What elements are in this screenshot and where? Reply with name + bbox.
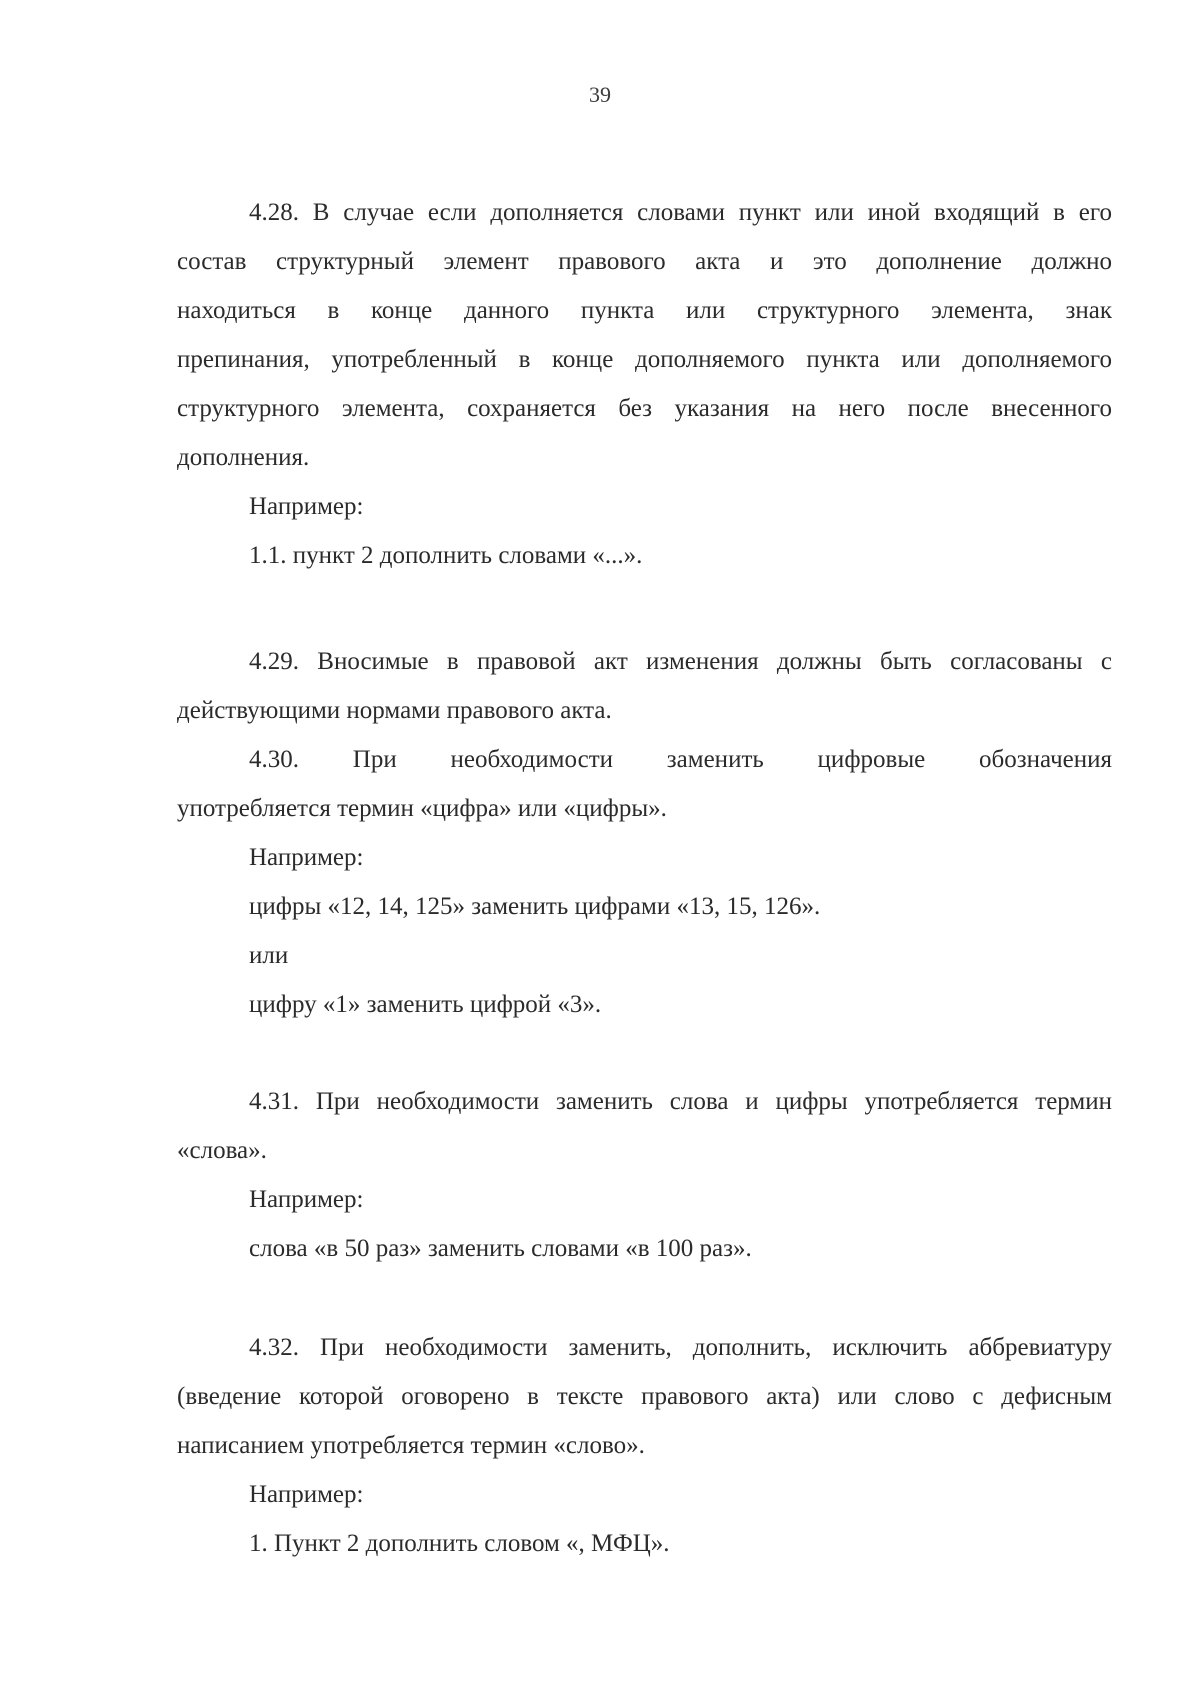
example-label: Например:	[249, 493, 364, 520]
paragraph-line: 4.28. В случае если дополняется словами пункт или иной входящий в его	[249, 199, 1112, 226]
paragraph-line: структурного элемента, сохраняется без указания на него после внесенного	[177, 395, 1112, 422]
paragraph-line: употребляется термин «цифра» или «цифры».	[177, 795, 667, 822]
section-4-29	[177, 637, 1112, 1029]
example-label: Например:	[249, 1481, 364, 1508]
section-4-31	[177, 1077, 1112, 1273]
example-text: 1.1. пункт 2 дополнить словами «...».	[249, 542, 643, 569]
paragraph-line: находиться в конце данного пункта или структурного элемента, знак	[177, 297, 1112, 324]
paragraph-line: (введение которой оговорено в тексте правового акта) или слово с дефисным	[177, 1383, 1112, 1410]
section-4-32	[177, 1323, 1112, 1568]
paragraph-line: 4.32. При необходимости заменить, дополнить, исключить аббревиатуру	[249, 1334, 1112, 1361]
section-4-28	[177, 188, 1112, 580]
paragraph-line: 4.29. Вносимые в правовой акт изменения должны быть согласованы с	[249, 648, 1112, 675]
paragraph-line: 4.31. При необходимости заменить слова и цифры употребляется термин	[249, 1088, 1112, 1115]
example-or: или	[249, 942, 289, 969]
page-number: 39	[589, 82, 611, 107]
paragraph-line: написанием употребляется термин «слово».	[177, 1432, 645, 1459]
paragraph-line: препинания, употребленный в конце дополняемого пункта или дополняемого	[177, 346, 1112, 373]
paragraph-line: «слова».	[177, 1137, 267, 1164]
paragraph-line: состав структурный элемент правового акта и это дополнение должно	[177, 248, 1112, 275]
paragraph-line: 4.30. При необходимости заменить цифровые обозначения	[249, 746, 1112, 773]
example-label: Например:	[249, 844, 364, 871]
example-text: 1. Пункт 2 дополнить словом «, МФЦ».	[249, 1530, 670, 1557]
example-label: Например:	[249, 1186, 364, 1213]
example-text: цифру «1» заменить цифрой «3».	[249, 991, 602, 1018]
example-text: цифры «12, 14, 125» заменить цифрами «13, 15, 126».	[249, 893, 821, 920]
paragraph-line: дополнения.	[177, 444, 310, 471]
example-text: слова «в 50 раз» заменить словами «в 100 раз».	[249, 1235, 752, 1262]
paragraph-line: действующими нормами правового акта.	[177, 697, 612, 724]
